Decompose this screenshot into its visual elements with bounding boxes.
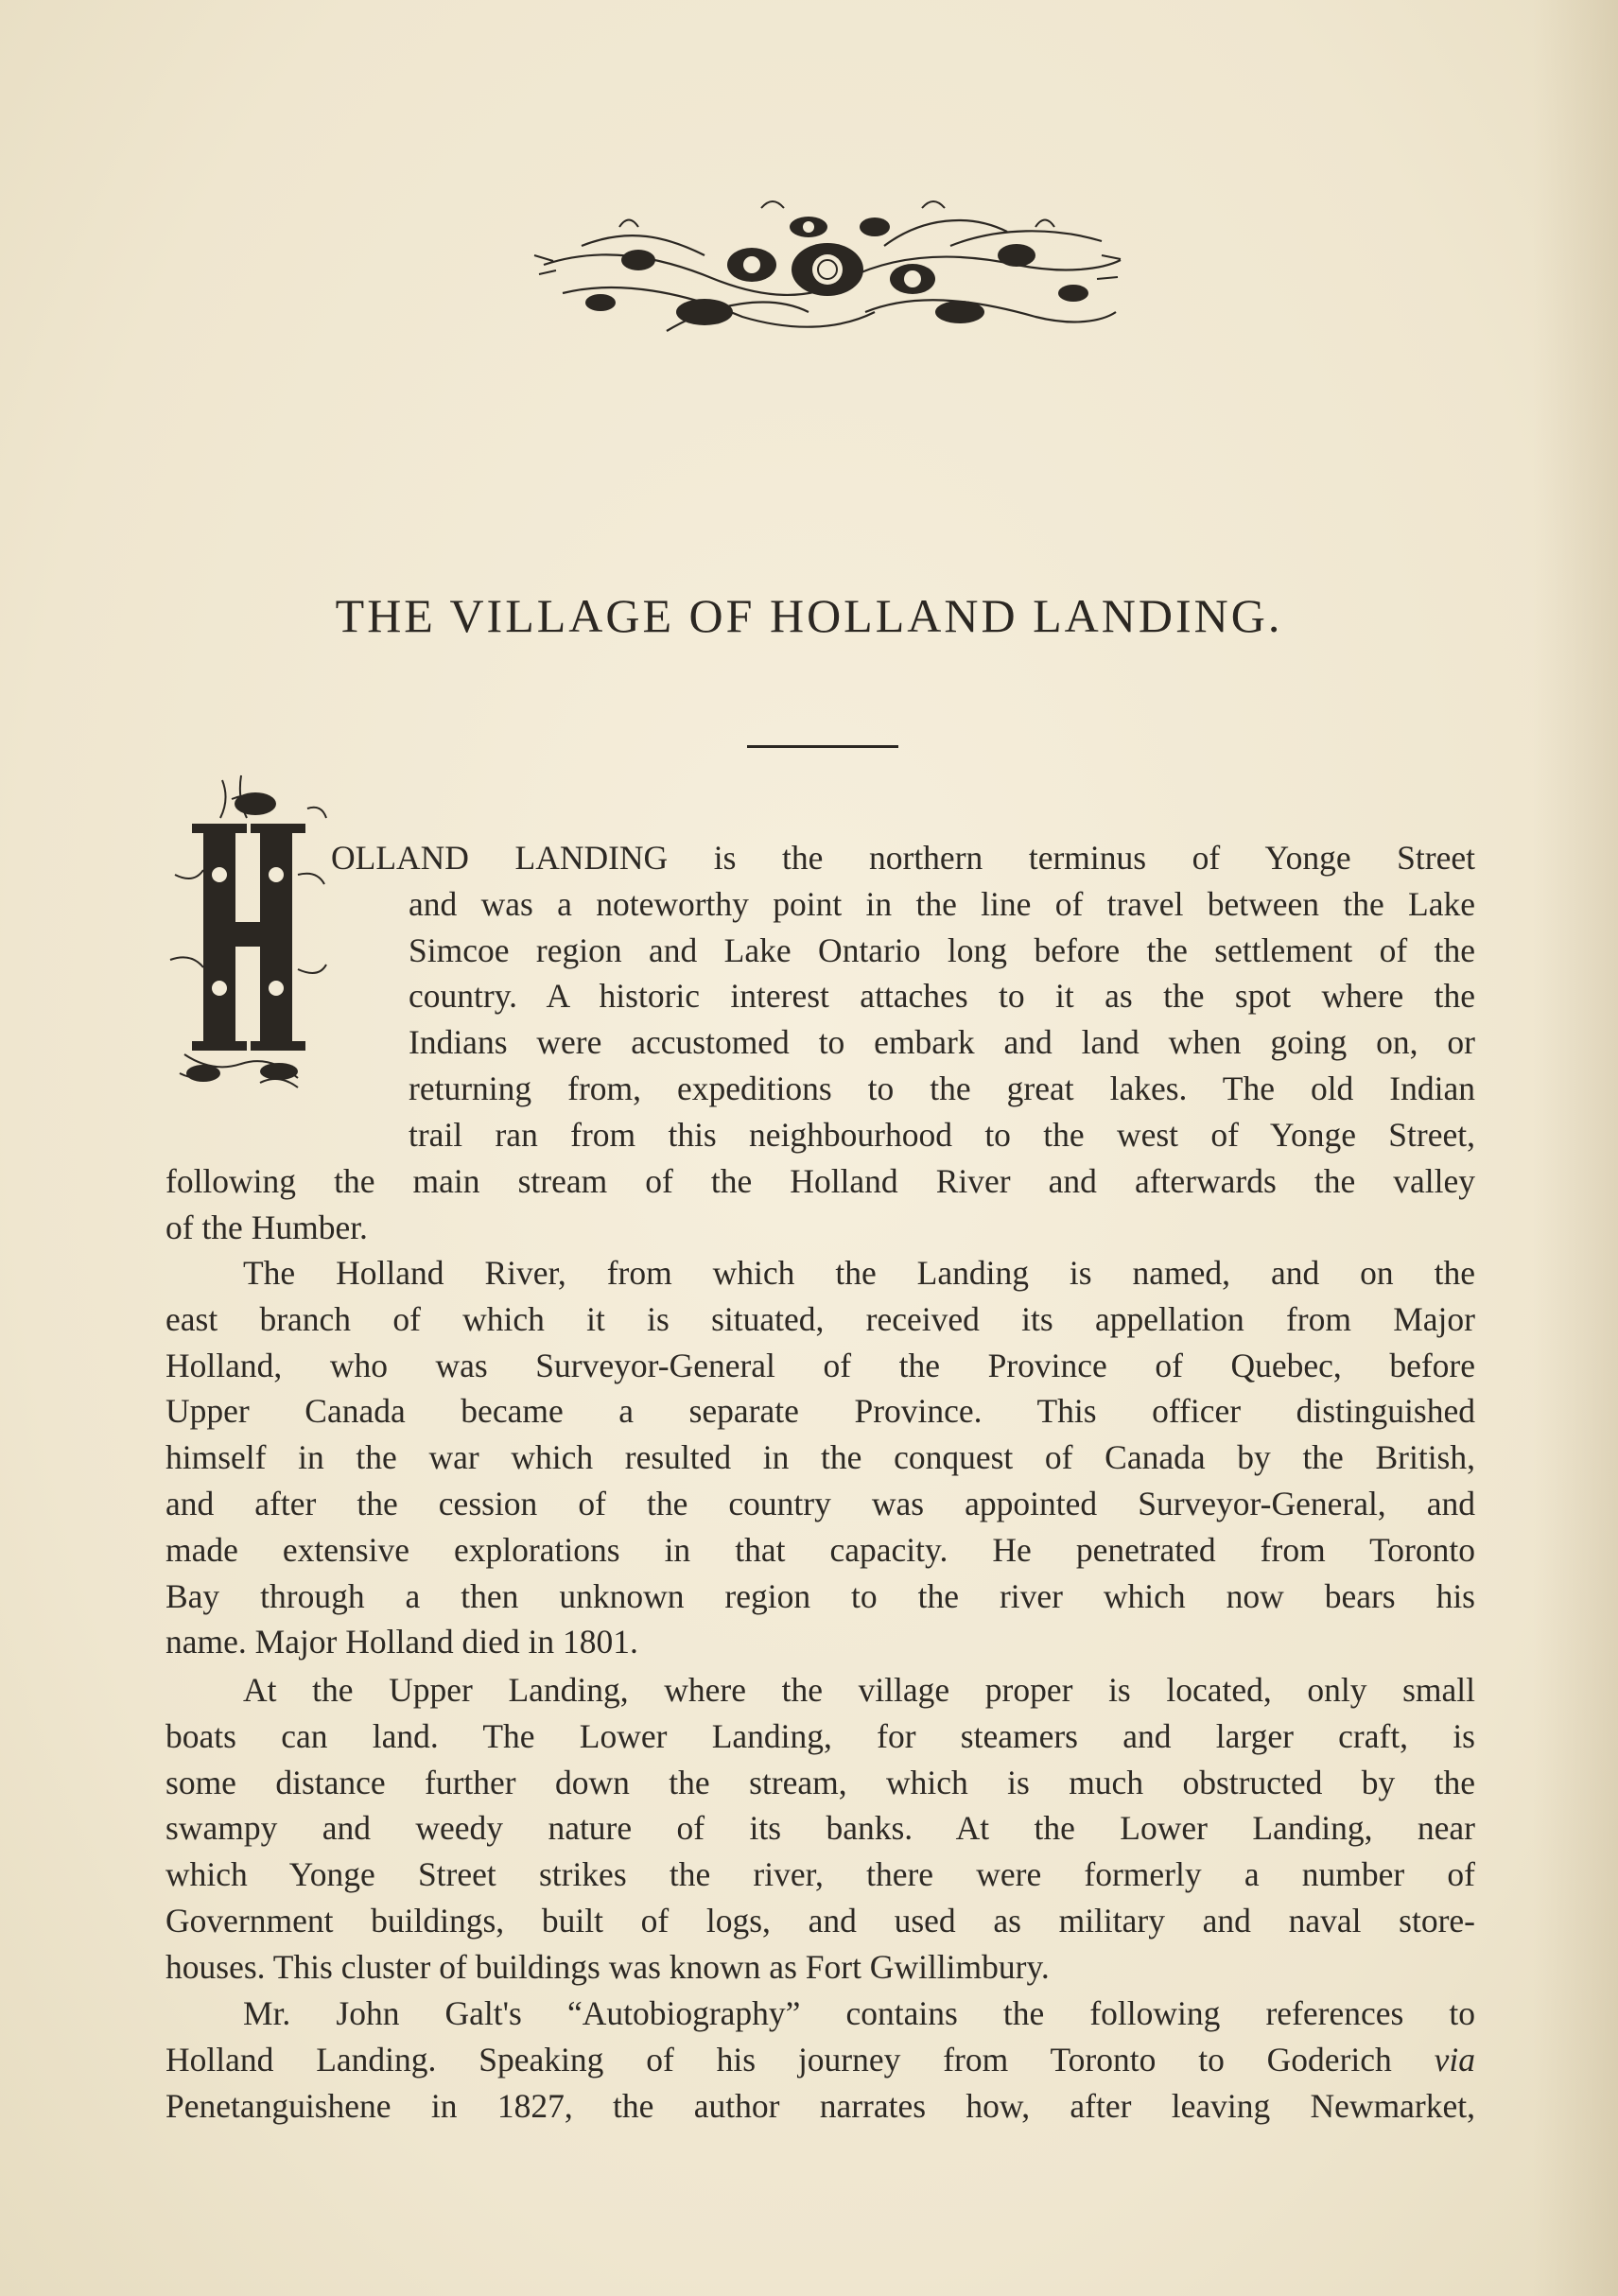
text-line: At the Upper Landing, where the village proper is located, only small xyxy=(243,1671,1475,1709)
text-line: Bay through a then unknown region to the river which now bears his xyxy=(165,1576,1475,1615)
text-line: name. Major Holland died in 1801. xyxy=(165,1623,638,1661)
text-line: Indians were accustomed to embark and land when going on, or xyxy=(409,1023,1475,1062)
text-line: boats can land. The Lower Landing, for steamers and larger craft, is xyxy=(165,1716,1475,1755)
paragraph-1-continuation xyxy=(165,1158,1475,1251)
text-line: The Holland River, from which the Landing is named, and on the xyxy=(243,1254,1475,1292)
text-line: Penetanguishene in 1827, the author narrates how, after leaving Newmarket, xyxy=(165,2086,1475,2125)
text-line: Simcoe region and Lake Ontario long before the settlement of the xyxy=(409,931,1475,969)
paragraph-4 xyxy=(165,1991,1475,2129)
text-line: Government buildings, built of logs, and used as military and naval store- xyxy=(165,1901,1475,1939)
title-rule xyxy=(747,745,898,748)
text-line-with-italic xyxy=(165,2037,1475,2083)
floral-headpiece-icon xyxy=(525,189,1130,350)
text-segment: Holland Landing. Speaking of his journey from Toronto to Goderich xyxy=(165,2040,1392,2079)
text-line: houses. This cluster of buildings was known as Fort Gwillimbury. xyxy=(165,1947,1050,1986)
text-line: made extensive explorations in that capacity. He penetrated from Toronto xyxy=(165,1530,1475,1569)
text-line: OLLAND LANDING is the northern terminus of Yonge Street xyxy=(331,839,1475,877)
text-line: east branch of which it is situated, received its appellation from Major xyxy=(165,1299,1475,1338)
text-line: and was a noteworthy point in the line of travel between the Lake xyxy=(409,884,1475,923)
text-line: Upper Canada became a separate Province. This officer distinguished xyxy=(165,1392,1475,1431)
text-line: swampy and weedy nature of its banks. At the Lower Landing, near xyxy=(165,1809,1475,1848)
text-line: which Yonge Street strikes the river, there were formerly a number of xyxy=(165,1855,1475,1894)
page-title: THE VILLAGE OF HOLLAND LANDING. xyxy=(335,589,1283,642)
ornate-initial-h-icon xyxy=(165,771,331,1102)
text-line: following the main stream of the Holland River and afterwards the valley xyxy=(165,1162,1475,1200)
text-line: and after the cession of the country was appointed Surveyor-General, and xyxy=(165,1484,1475,1522)
text-line: trail ran from this neighbourhood to the west of Yonge Street, xyxy=(409,1115,1475,1154)
paragraph-2 xyxy=(165,1250,1475,1665)
text-line: country. A historic interest attaches to it as the spot where the xyxy=(409,977,1475,1016)
text-line: returning from, expeditions to the great lakes. The old Indian xyxy=(409,1069,1475,1107)
paragraph-1-initial-block xyxy=(331,835,1475,1158)
text-line: Holland, who was Surveyor-General of the Province of Quebec, before xyxy=(165,1346,1475,1384)
text-line: some distance further down the stream, which is much obstructed by the xyxy=(165,1763,1475,1801)
page-edge-shadow xyxy=(1533,0,1618,2296)
paragraph-3 xyxy=(165,1667,1475,1991)
text-line: of the Humber. xyxy=(165,1208,368,1246)
text-line: himself in the war which resulted in the conquest of Canada by the British, xyxy=(165,1438,1475,1477)
italic-word: via xyxy=(1434,2040,1475,2079)
text-line: Mr. John Galt's “Autobiography” contains the following references to xyxy=(243,1994,1475,2032)
